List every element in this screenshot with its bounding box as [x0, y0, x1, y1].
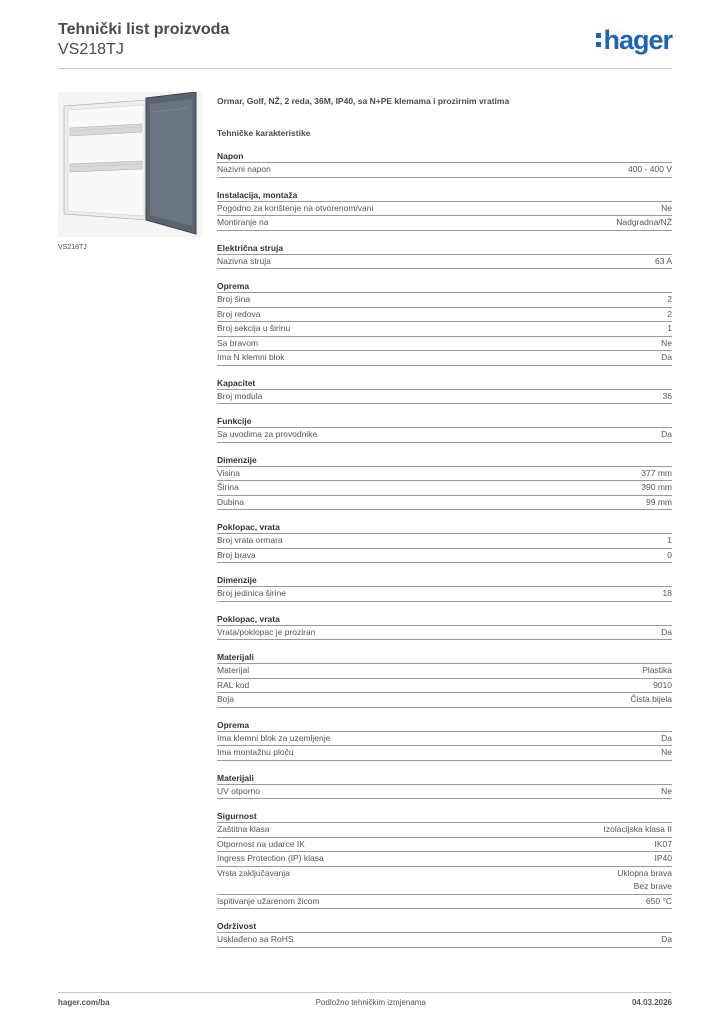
spec-group-title: Funkcije [217, 415, 672, 428]
spec-value [667, 322, 672, 336]
spec-label: Broj brava [217, 549, 256, 560]
spec-group [217, 415, 672, 443]
spec-label: Ima klemni blok za uzemljenje [217, 732, 331, 743]
spec-value [661, 202, 672, 216]
spec-group [217, 719, 672, 761]
spec-value-line: 1 [667, 535, 672, 545]
spec-group-title: Dimenzije [217, 574, 672, 587]
spec-value-line: Da [661, 626, 672, 637]
spec-row [217, 785, 672, 800]
spec-label: Zaštitna klasa [217, 824, 270, 834]
spec-value-line: 18 [662, 588, 672, 598]
logo-text: hager [603, 25, 672, 55]
spec-row [217, 390, 672, 405]
spec-row [217, 664, 672, 679]
spec-label: Broj jedinica širine [217, 588, 286, 598]
header-divider [58, 68, 672, 69]
spec-row [217, 202, 672, 217]
spec-label: Ispitivanje užarenom žicom [217, 895, 320, 906]
spec-group-title: Oprema [217, 280, 672, 293]
spec-value [661, 732, 672, 746]
product-description: Ormar, Golf, NŽ, 2 reda, 36M, IP40, sa N+PE klemama i prozirnim vratima [217, 96, 510, 106]
spec-group [217, 242, 672, 270]
spec-value-line: 377 mm [641, 467, 672, 478]
spec-label: Boja [217, 694, 235, 704]
spec-value-line: Da [661, 352, 672, 362]
spec-row [217, 823, 672, 838]
spec-value [641, 467, 672, 481]
spec-value-line: Da [661, 429, 672, 439]
spec-value-line: 1 [667, 323, 672, 333]
footer [58, 998, 672, 1007]
spec-row [217, 293, 672, 308]
spec-group-title: Oprema [217, 719, 672, 732]
spec-row [217, 838, 672, 853]
spec-value [661, 746, 672, 760]
spec-row [217, 481, 672, 496]
spec-row [217, 895, 672, 910]
product-image [58, 92, 203, 237]
spec-value-line: 0 [667, 549, 672, 560]
spec-value-line: Ne [661, 202, 672, 213]
spec-value-line: Izolacijska klasa II [603, 824, 672, 834]
spec-label: Nazivni napon [217, 164, 271, 174]
spec-value-line: Bez brave [633, 881, 672, 891]
spec-value-line: 63 A [654, 255, 672, 266]
spec-value-line: Nadgradna/NŽ [616, 217, 672, 227]
spec-value [641, 481, 672, 495]
spec-group-title: Dimenzije [217, 454, 672, 467]
spec-group-title: Sigurnost [217, 810, 672, 823]
spec-label: RAL kod [217, 679, 250, 690]
spec-value [604, 823, 673, 837]
spec-row [217, 428, 672, 443]
footer-date: 04.03.2026 [631, 998, 672, 1007]
spec-row [217, 308, 672, 323]
spec-value [667, 308, 672, 322]
spec-row [217, 467, 672, 482]
spec-row [217, 337, 672, 352]
spec-value [661, 351, 672, 365]
spec-group [217, 574, 672, 602]
spec-value [661, 785, 672, 799]
spec-group [217, 613, 672, 641]
spec-value-line: 400 - 400 V [628, 164, 672, 174]
spec-row [217, 679, 672, 694]
spec-value [630, 693, 672, 707]
spec-label: Broj šina [217, 294, 251, 304]
spec-value [653, 679, 672, 693]
spec-group-title: Električna struja [217, 242, 672, 255]
specification-panel [217, 95, 672, 948]
spec-value-line: IK07 [654, 838, 672, 849]
spec-row [217, 693, 672, 708]
image-caption: VS218TJ [58, 244, 87, 251]
spec-value-line: 36 [662, 390, 672, 401]
spec-label: Nazivna struja [217, 255, 271, 266]
spec-value [661, 933, 672, 947]
spec-value [667, 549, 672, 563]
spec-row [217, 549, 672, 564]
spec-label: Ima montažnu ploču [217, 747, 294, 757]
spec-value [616, 216, 672, 230]
spec-row [217, 255, 672, 270]
page-title: Tehnički list proizvoda [58, 21, 230, 38]
spec-value-line: 650 °C [645, 895, 672, 906]
spec-label: Broj redova [217, 308, 261, 319]
spec-value [661, 428, 672, 442]
section-heading: Tehničke karakteristike [217, 128, 311, 138]
spec-value-line: Čista bijela [630, 694, 672, 704]
spec-row [217, 216, 672, 231]
spec-value-line: 390 mm [641, 482, 672, 492]
spec-value [646, 496, 672, 510]
spec-label: Sa uvodima za provodnike [217, 429, 318, 439]
spec-label: Broj vrata ormara [217, 535, 283, 545]
header [58, 20, 229, 60]
spec-group-title: Napon [217, 150, 672, 163]
spec-row [217, 732, 672, 747]
spec-row [217, 163, 672, 178]
spec-group [217, 651, 672, 708]
spec-group-title: Održivost [217, 920, 672, 933]
spec-row [217, 322, 672, 337]
spec-value-line: IP40 [654, 853, 672, 863]
spec-value [667, 293, 672, 307]
spec-group-title: Poklopac, vrata [217, 613, 672, 626]
spec-group [217, 920, 672, 948]
spec-label: Ima N klemni blok [217, 352, 285, 362]
spec-label: Pogodno za korištenje na otvorenom/vani [217, 202, 374, 213]
spec-value [663, 587, 672, 601]
spec-label: Otpornost na udarce IK [217, 838, 305, 849]
spec-label: Montiranje na [217, 217, 269, 227]
spec-group [217, 810, 672, 909]
spec-label: Visina [217, 467, 240, 478]
spec-row [217, 746, 672, 761]
spec-label: Vrata/poklopac je proziran [217, 626, 316, 637]
spec-row [217, 933, 672, 948]
spec-label: Broj modula [217, 390, 263, 401]
spec-value [655, 838, 673, 852]
spec-label: Materijal [217, 665, 250, 675]
spec-label: Ingress Protection (IP) klasa [217, 853, 324, 863]
spec-value-line: 2 [667, 308, 672, 319]
spec-value [655, 255, 672, 269]
spec-group-title: Materijali [217, 651, 672, 664]
spec-value [628, 163, 672, 177]
hager-logo [596, 26, 672, 54]
spec-value [617, 867, 672, 894]
spec-value-line: 2 [667, 294, 672, 304]
spec-value-line: Ne [661, 747, 672, 757]
spec-value-line: Da [661, 934, 672, 944]
spec-value-line: 9010 [653, 679, 672, 690]
spec-row [217, 351, 672, 366]
spec-groups [217, 150, 672, 948]
spec-label: Broj sekcija u širinu [217, 323, 291, 333]
spec-row [217, 534, 672, 549]
spec-value [655, 852, 673, 866]
spec-group [217, 521, 672, 563]
spec-row [217, 867, 672, 895]
spec-group-title: Instalacija, montaža [217, 189, 672, 202]
spec-row [217, 852, 672, 867]
spec-group [217, 189, 672, 231]
spec-value [667, 534, 672, 548]
spec-label: Sa bravom [217, 337, 259, 348]
spec-label: Dubina [217, 496, 244, 507]
spec-value [661, 626, 672, 640]
spec-row [217, 587, 672, 602]
spec-value [646, 895, 672, 909]
spec-row [217, 626, 672, 641]
footer-divider [58, 992, 672, 993]
spec-row [217, 496, 672, 511]
spec-value [661, 337, 672, 351]
spec-group-title: Kapacitet [217, 377, 672, 390]
spec-label: Vrsta zaključavanja [217, 867, 290, 878]
footer-website: hager.com/ba [58, 998, 110, 1007]
spec-group [217, 150, 672, 178]
spec-value-line: 99 mm [646, 496, 672, 507]
logo-colon-icon [596, 33, 601, 47]
spec-label: Širina [217, 482, 239, 492]
footer-note: Podložno tehničkim izmjenama [315, 998, 426, 1007]
spec-group [217, 772, 672, 800]
spec-value-line: Ne [661, 785, 672, 796]
spec-group [217, 280, 672, 366]
spec-value [663, 390, 672, 404]
spec-value [642, 664, 672, 678]
spec-label: UV otporno [217, 785, 260, 796]
spec-group-title: Poklopac, vrata [217, 521, 672, 534]
spec-value-line: Uklopna brava [617, 867, 672, 878]
spec-value-line: Ne [661, 337, 672, 348]
spec-group [217, 454, 672, 511]
spec-group [217, 377, 672, 405]
product-code: VS218TJ [58, 41, 124, 58]
spec-value-line: Da [661, 732, 672, 743]
spec-label: Usklađeno sa RoHS [217, 934, 294, 944]
spec-value-line: Plastika [642, 665, 672, 675]
spec-group-title: Materijali [217, 772, 672, 785]
